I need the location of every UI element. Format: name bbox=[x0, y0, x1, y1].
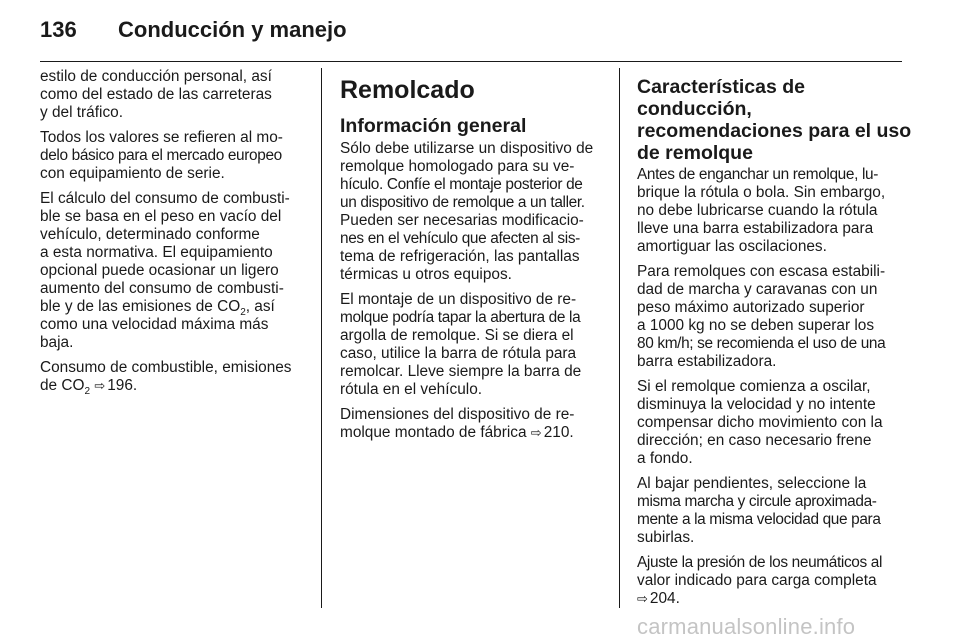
text-line: como del estado de las carreteras bbox=[40, 86, 272, 103]
text-line: vehículo, determinado conforme bbox=[40, 226, 260, 243]
text-line: nes en el vehículo que afecten al sis- bbox=[340, 230, 580, 247]
text-line: remolque homologado para su ve- bbox=[340, 158, 575, 175]
text-line: Pueden ser necesarias modificacio- bbox=[340, 212, 584, 229]
text-line: opcional puede ocasionar un ligero bbox=[40, 262, 279, 279]
text-line: a fondo. bbox=[637, 450, 693, 467]
paragraph-values bbox=[40, 129, 308, 183]
paragraph-dimensions bbox=[340, 406, 608, 442]
page-reference-arrow-icon: ⇨ bbox=[637, 591, 648, 606]
header-divider bbox=[40, 61, 902, 62]
paragraph-homologated bbox=[340, 140, 608, 284]
text-line: valor indicado para carga completa bbox=[637, 572, 877, 589]
title-line: Características de bbox=[637, 76, 806, 98]
text-line: Consumo de combustible, emisiones bbox=[40, 359, 292, 376]
text-line: baja. bbox=[40, 334, 74, 351]
text-line: a esta normativa. El equipamiento bbox=[40, 244, 273, 261]
text-line: lleve una barra estabilizadora para bbox=[637, 220, 874, 237]
text-line: tema de refrigeración, las pantallas bbox=[340, 248, 580, 265]
section-title: Remolcado bbox=[340, 76, 475, 104]
text-line: brique la rótula o bola. Sin embargo, bbox=[637, 184, 886, 201]
text-line: amortiguar las oscilaciones. bbox=[637, 238, 827, 255]
paragraph-lubricate bbox=[637, 166, 904, 256]
text-line: barra estabilizadora. bbox=[637, 353, 777, 370]
text-line: compensar dicho movimiento con la bbox=[637, 414, 883, 431]
text-line: no debe lubricarse cuando la rótula bbox=[637, 202, 878, 219]
text-line: dirección; en caso necesario frene bbox=[637, 432, 872, 449]
text-line: El cálculo del consumo de combusti- bbox=[40, 190, 290, 207]
text-line: molque podría tapar la abertura de la bbox=[340, 309, 581, 326]
text-line: hículo. Confíe el montaje posterior de bbox=[340, 176, 583, 193]
text-line: Para remolques con escasa estabili- bbox=[637, 263, 886, 280]
subsection-title: Información general bbox=[340, 115, 527, 137]
title-line: conducción, bbox=[637, 98, 752, 120]
text-line: térmicas u otros equipos. bbox=[340, 266, 512, 283]
paragraph-consumption-ref bbox=[40, 359, 308, 398]
text-line: aumento del consumo de combusti- bbox=[40, 280, 284, 297]
text-line bbox=[637, 590, 904, 608]
page-reference-arrow-icon: ⇨ bbox=[530, 425, 542, 440]
text-line: caso, utilice la barra de rótula para bbox=[340, 345, 577, 362]
paragraph-mounting bbox=[340, 291, 608, 399]
page-number: 136 bbox=[40, 17, 77, 42]
text-line: El montaje de un dispositivo de re- bbox=[340, 291, 577, 308]
column-divider-left bbox=[321, 68, 322, 608]
text-line: Antes de enganchar un remolque, lu- bbox=[637, 166, 879, 183]
text-line: ble se basa en el peso en vacío del bbox=[40, 208, 282, 225]
text-line: Todos los valores se refieren al mo- bbox=[40, 129, 283, 146]
text-line: un dispositivo de remolque a un taller. bbox=[340, 194, 585, 211]
text-line: mente a la misma velocidad que para bbox=[637, 511, 881, 528]
text-line: como una velocidad máxima más bbox=[40, 316, 269, 333]
page-title: Conducción y manejo bbox=[118, 17, 347, 42]
page-reference-arrow-icon: ⇨ bbox=[94, 378, 106, 393]
text-line: disminuya la velocidad y no intente bbox=[637, 396, 876, 413]
text-line: peso máximo autorizado superior bbox=[637, 299, 865, 316]
text-line: 80 km/h; se recomienda el uso de una bbox=[637, 335, 886, 352]
text-line: remolcar. Lleve siempre la barra de bbox=[340, 363, 582, 380]
text-line: ble y de las emisiones de $CO_2$, así bbox=[40, 298, 275, 319]
title-line: de remolque bbox=[637, 142, 753, 164]
paragraph-consumption-calc bbox=[40, 190, 308, 352]
text-line: estilo de conducción personal, así bbox=[40, 68, 272, 85]
paragraph-driving-style bbox=[40, 68, 308, 122]
subsection-title bbox=[637, 76, 912, 164]
text-line: argolla de remolque. Si se diera el bbox=[340, 327, 574, 344]
text-line: molque montado de fábrica ⇨ 210. bbox=[340, 424, 574, 441]
column-divider-right bbox=[619, 68, 620, 608]
column-2 bbox=[340, 68, 608, 449]
text-line: Si el remolque comienza a oscilar, bbox=[637, 378, 871, 395]
text-line: Ajuste la presión de los neumáticos al bbox=[637, 554, 883, 571]
title-line: recomendaciones para el uso bbox=[637, 120, 912, 142]
paragraph-oscillation bbox=[637, 378, 904, 468]
page-reference[interactable]: 204. bbox=[649, 590, 680, 607]
text-line: a 1000 kg no se deben superar los bbox=[637, 317, 875, 334]
text-line: dad de marcha y caravanas con un bbox=[637, 281, 878, 298]
paragraph-slopes bbox=[637, 475, 904, 547]
column-1 bbox=[40, 68, 308, 402]
page-reference[interactable]: 210. bbox=[543, 424, 574, 441]
watermark: carmanualsonline.info bbox=[637, 614, 856, 639]
text-line: subirlas. bbox=[637, 529, 695, 546]
text-line: delo básico para el mercado europeo bbox=[40, 147, 282, 164]
text-line: Al bajar pendientes, seleccione la bbox=[637, 475, 867, 492]
text-line: Dimensiones del dispositivo de re- bbox=[340, 406, 575, 423]
paragraph-stability bbox=[637, 263, 904, 371]
paragraph-tyre-pressure bbox=[637, 554, 904, 608]
text-line: rótula en el vehículo. bbox=[340, 381, 483, 398]
text-line: misma marcha y circule aproximada- bbox=[637, 493, 877, 510]
text-line: Sólo debe utilizarse un dispositivo de bbox=[340, 140, 594, 157]
text-line: de $CO_2$ ⇨ 196. bbox=[40, 377, 138, 398]
page-reference[interactable]: 196. bbox=[107, 377, 138, 394]
page-header bbox=[40, 16, 347, 44]
text-line: con equipamiento de serie. bbox=[40, 165, 225, 182]
column-3 bbox=[637, 68, 912, 615]
text-line: y del tráfico. bbox=[40, 104, 123, 121]
